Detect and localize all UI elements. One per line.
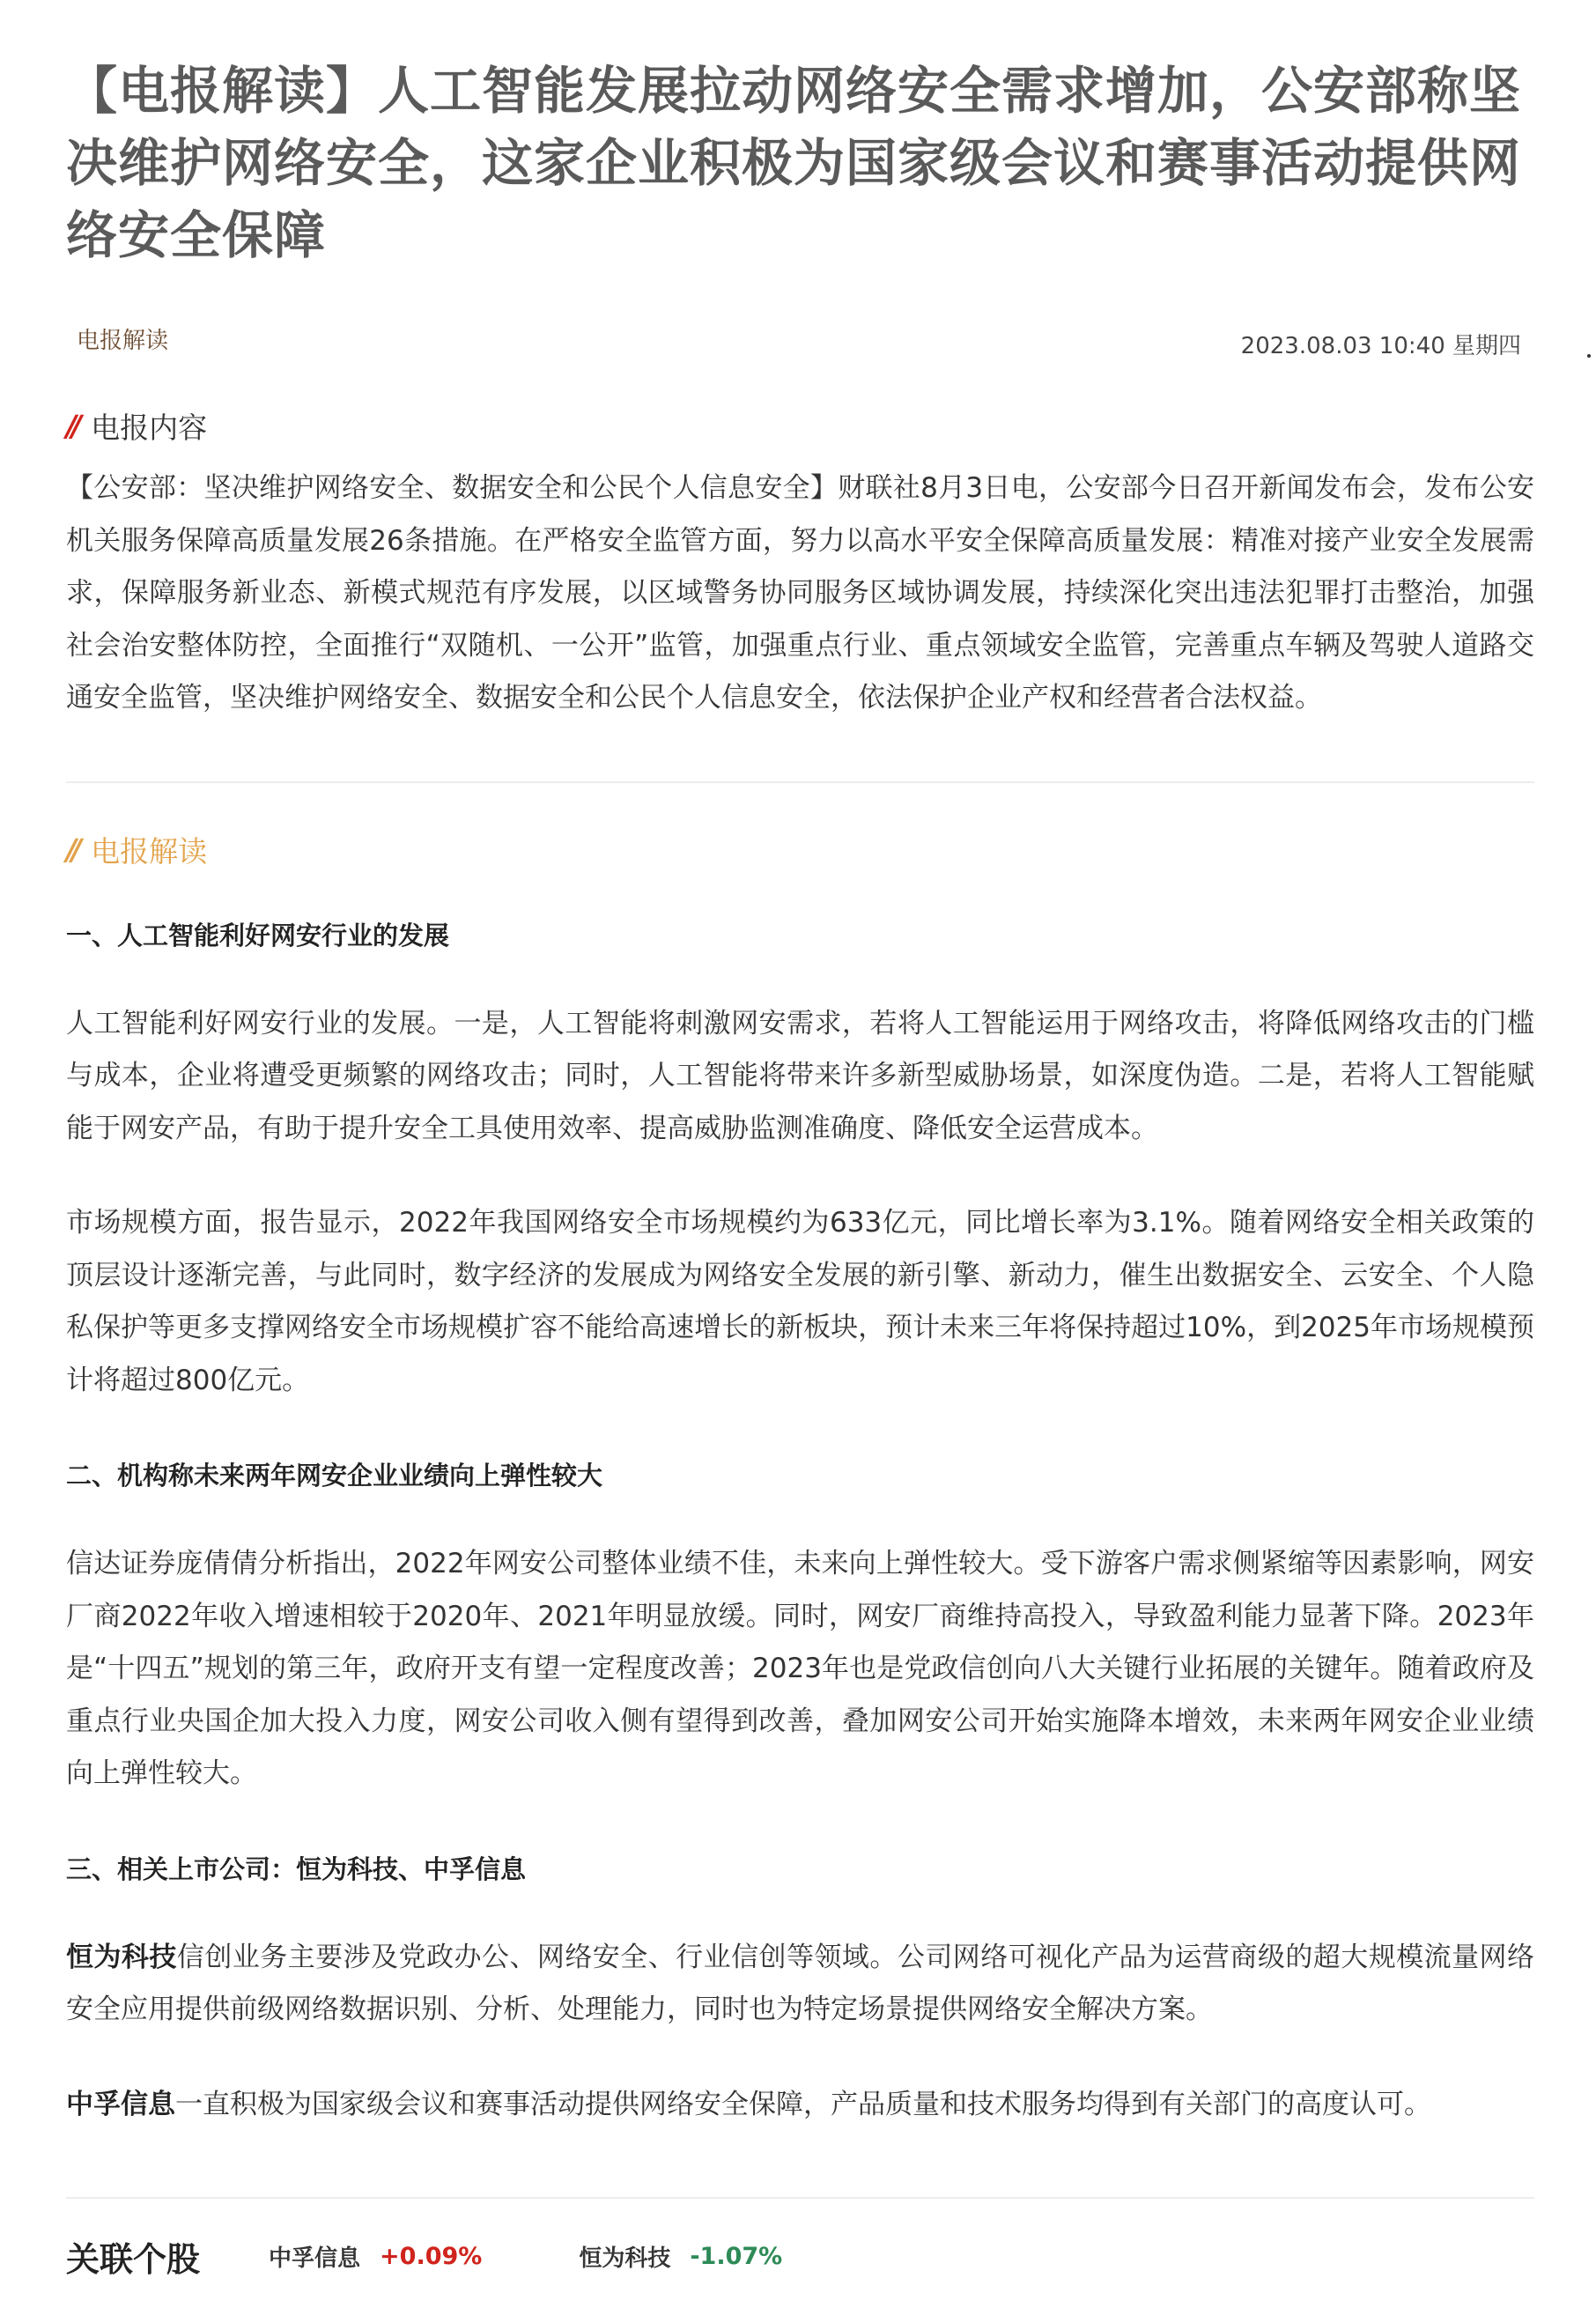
- paragraph: 信达证券庞倩倩分析指出，2022年网安公司整体业绩不佳，未来向上弹性较大。受下游客户需求侧紧缩等因素影响，网安厂商2022年收入增速相较于2020年、2021年明显放缓。同时，网安厂商维持高投入，导致盈利能力显著下降。2023年是“十四五”规划的第三年，政府开支有望一定程度改善；2023年也是党政信创向八大关键行业拓展的关键年。随着政府及重点行业央国企加大投入力度，网安公司收入侧有望得到改善，叠加网安公司开始实施降本增效，未来两年网安企业业绩向上弹性较大。: [66, 1548, 1534, 1789]
- telegram-content: 【公安部：坚决维护网络安全、数据安全和公民个人信息安全】财联社8月3日电，公安部今日召开新闻发布会，发布公安机关服务保障高质量发展26条措施。在严格安全监管方面，努力以高水平安全保障高质量发展：精准对接产业安全发展需求，保障服务新业态、新模式规范有序发展，以区域警务协同服务区域协调发展，持续深化突出违法犯罪打击整治，加强社会治安整体防控，全面推行“双随机、一公开”监管，加强重点行业、重点领域安全监管，完善重点车辆及驾驶人道路交通安全监管，坚决维护网络安全、数据安全和公民个人信息安全，依法保护企业产权和经营者合法权益。: [66, 472, 1534, 714]
- paragraph: 人工智能利好网安行业的发展。一是，人工智能将刺激网安需求，若将人工智能运用于网络攻击，将降低网络攻击的门槛与成本，企业将遭受更频繁的网络攻击；同时，人工智能将带来许多新型威胁场景，如深度伪造。二是，若将人工智能赋能于网安产品，有助于提升安全工具使用效率、提高威胁监测准确度、降低安全运营成本。: [66, 1007, 1534, 1144]
- company-name-link[interactable]: 恒为科技: [66, 1941, 177, 1973]
- section-heading-interpretation: [66, 829, 1534, 870]
- company-name-link[interactable]: 中孚信息: [66, 2088, 175, 2120]
- company-description: 一直积极为国家级会议和赛事活动提供网络安全保障，产品质量和技术服务均得到有关部门的高度认可。: [175, 2088, 1431, 2120]
- section-marker-icon: //: [66, 832, 78, 867]
- company-paragraph: [66, 1932, 1534, 2037]
- stock-change: +0.09%: [380, 2243, 483, 2270]
- section-heading-text: 电报解读: [91, 833, 208, 869]
- stock-name: 恒为科技: [579, 2245, 671, 2272]
- subsection-heading-2: 二、机构称未来两年网安企业业绩向上弹性较大: [66, 1461, 603, 1491]
- stock-item[interactable]: [579, 2240, 782, 2273]
- scroll-indicator: [1587, 354, 1591, 358]
- company-paragraph: [66, 2079, 1534, 2132]
- paragraph: 市场规模方面，报告显示，2022年我国网络安全市场规模约为633亿元，同比增长率为3.1%。随着网络安全相关政策的顶层设计逐渐完善，与此同时，数字经济的发展成为网络安全发展的新引擎、新动力，催生出数据安全、云安全、个人隐私保护等更多支撑网络安全市场规模扩容不能给高速增长的新板块，预计未来三年将保持超过10%，到2025年市场规模预计将超过800亿元。: [66, 1207, 1534, 1396]
- section-heading-content: [66, 405, 1534, 447]
- subsection-heading-3: 三、相关上市公司：恒为科技、中孚信息: [66, 1853, 527, 1884]
- section-divider: [66, 2197, 1534, 2199]
- source-tag[interactable]: 电报解读: [77, 328, 169, 354]
- section-marker-icon: //: [66, 409, 78, 443]
- subsection-heading-1: 一、人工智能利好网安行业的发展: [66, 920, 450, 951]
- article-title: 【电报解读】人工智能发展拉动网络安全需求增加，公安部称坚决维护网络安全，这家企业积极为国家级会议和赛事活动提供网络安全保障: [66, 61, 1522, 265]
- related-stocks-bar: [66, 2232, 1534, 2281]
- publish-datetime: 2023.08.03 10:40 星期四: [1240, 333, 1521, 359]
- stock-name: 中孚信息: [269, 2245, 361, 2272]
- related-stocks-label: 关联个股: [66, 2240, 201, 2279]
- article-meta: [66, 310, 1534, 363]
- section-divider: [66, 781, 1534, 783]
- stock-item[interactable]: [269, 2240, 482, 2273]
- company-description: 信创业务主要涉及党政办公、网络安全、行业信创等领域。公司网络可视化产品为运营商级的超大规模流量网络安全应用提供前级网络数据识别、分析、处理能力，同时也为特定场景提供网络安全解决方案。: [66, 1941, 1535, 2025]
- section-heading-text: 电报内容: [91, 411, 208, 445]
- stock-change: -1.07%: [690, 2243, 783, 2270]
